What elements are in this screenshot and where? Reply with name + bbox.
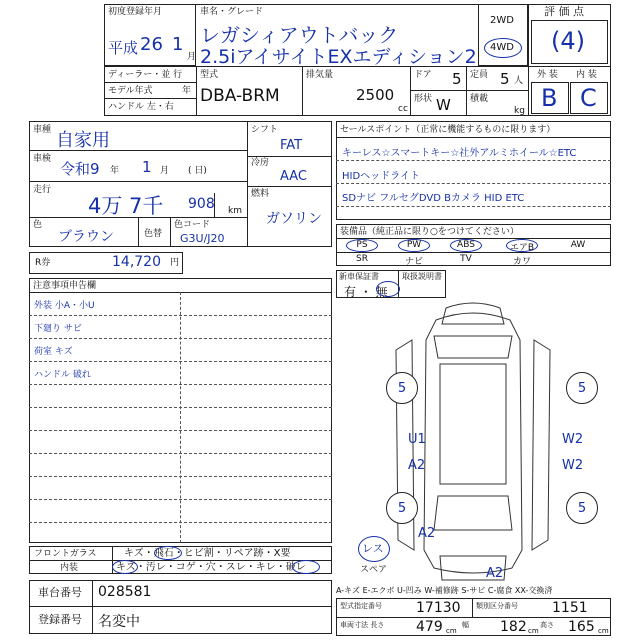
fuel: ガソリン (266, 211, 322, 227)
equipment-circle (398, 239, 430, 252)
ac: AAC (280, 169, 307, 184)
sales-points-label: セールスポイント（正常に機能するものに限ります） (340, 125, 556, 135)
car-name-label: 車名・グレード (200, 7, 264, 17)
color-label: 色 (33, 220, 43, 230)
color-code-label: 色コード (174, 220, 211, 230)
doors: 5 (452, 70, 462, 88)
equipment-circle (450, 239, 482, 252)
manual-label: 取扱説明書 (402, 272, 442, 281)
car-outline (424, 313, 522, 573)
length-unit: cm (446, 627, 457, 635)
sales-point-line: HIDヘッドライト (342, 171, 420, 182)
recycle-amount: 14,720 (112, 254, 161, 270)
damage-mark: U1 (408, 432, 426, 447)
glass-circle (154, 546, 182, 560)
first-reg-era: 平成 (108, 39, 139, 57)
note-line: 外装 小A・小U (34, 301, 95, 311)
warranty-value: 有 ・ 無 (344, 285, 388, 299)
interior-options: キズ・汚レ・コゲ・穴・スレ・キレ・破レ (116, 562, 306, 573)
ac-label: 冷房 (251, 158, 270, 168)
front-glass-options: キズ・飛石・ヒビ割・リペア跡・X要 (124, 548, 291, 559)
notes-label: 注意事項申告欄 (33, 281, 97, 291)
drive-2wd: 2WD (490, 15, 514, 26)
repaint-label: 色替 (144, 229, 163, 239)
type-no: 17130 (416, 600, 461, 616)
mileage-label: 走行 (33, 185, 52, 195)
class-no: 1151 (552, 600, 588, 616)
type-no-label: 型式指定番号 (340, 602, 382, 610)
note-line: 荷室 キズ (34, 347, 73, 357)
equipment-circle (506, 239, 538, 252)
dealer-label: ディーラー・並 行 (108, 70, 183, 80)
equipment-item: AW (570, 240, 586, 250)
car-name: レガシィアウトバック (200, 23, 399, 47)
damage-bubble: 5 (386, 372, 418, 404)
category: 自家用 (56, 130, 110, 151)
first-reg-year: 26 (140, 34, 163, 55)
capacity-label: 定員 (470, 70, 489, 80)
warranty-circle (376, 281, 400, 297)
cc-unit: cc (398, 104, 408, 114)
width: 182 (500, 619, 527, 635)
spare-label: スペア (360, 565, 388, 575)
equipment-item: PS (356, 240, 368, 250)
height: 165 (568, 619, 595, 635)
damage-legend: A-キズ E-エクボ U-凹み W-補修跡 S-サビ C-腐食 XX-交換済 (336, 586, 553, 595)
class-no-label: 類別区分番号 (476, 602, 518, 610)
sales-point-line: キーレス☆スマートキー☆社外アルミホイール☆ETC (342, 148, 577, 159)
first-reg-month: 1 (172, 34, 184, 55)
mileage-main: 4万 7千 (88, 194, 164, 218)
recycle-unit: 円 (170, 258, 180, 268)
inspection-label: 車検 (33, 154, 52, 164)
equipment-item: カワ (512, 257, 531, 267)
height-unit: cm (598, 627, 609, 635)
eval-label: 評 価 点 (544, 5, 584, 18)
equipment-item: SR (356, 254, 368, 264)
warranty-label: 新車保証書 (339, 272, 379, 281)
damage-mark: W2 (562, 458, 584, 473)
equipment-item: ABS (457, 240, 475, 250)
damage-bubble: 5 (386, 492, 418, 524)
shift-label: シフト (251, 125, 279, 135)
note-line: 下廻り サビ (34, 324, 82, 334)
car-grade: 2.5iアイサイトEXエディション2 (200, 46, 477, 68)
interior-grade: C (580, 84, 597, 112)
doors-label: ドア (414, 70, 432, 80)
model-code: DBA-BRM (200, 86, 280, 106)
width-label: 幅 (462, 621, 469, 629)
length: 479 (416, 619, 443, 635)
displacement: 2500 (356, 86, 395, 104)
chassis-number: 028581 (98, 584, 152, 600)
spare-value: レス (362, 542, 384, 555)
reg-number: 名変中 (98, 614, 140, 630)
inspection-year-unit: 年 (110, 166, 120, 176)
damage-bubble: 5 (566, 372, 598, 404)
km-unit: km (228, 206, 242, 216)
shift: FAT (280, 138, 303, 153)
first-reg-label: 初度登録年月 (108, 7, 163, 17)
shape: W (436, 96, 451, 114)
damage-mark: W2 (562, 432, 584, 447)
inspection-month: 1 (142, 158, 152, 176)
fuel-label: 燃料 (251, 189, 270, 199)
load-label: 積載 (470, 94, 489, 104)
damage-mark: A2 (486, 566, 504, 581)
model-year-suffix: 年 (182, 86, 192, 96)
inspection-day: ( 日) (188, 166, 207, 176)
sales-point-line: SDナビ フルセグDVD Bカメラ HID ETC (342, 193, 525, 204)
drive-4wd-circle (484, 38, 522, 58)
type-label: 型式 (200, 70, 219, 80)
interior-label: 内装 (60, 563, 79, 573)
length-label: 車両寸法 長さ (340, 621, 385, 629)
equipment-item: TV (460, 254, 472, 264)
chassis-label: 車台番号 (38, 586, 82, 599)
interior-circle-1 (112, 560, 138, 574)
recycle-label: R券 (35, 258, 51, 268)
inspection-month-unit: 月 (160, 166, 170, 176)
interior-label: 内 装 (576, 70, 597, 80)
reg-label: 登録番号 (38, 613, 82, 626)
capacity-unit: 人 (514, 76, 524, 86)
model-year-label: モデル年式 (108, 86, 153, 96)
equipment-item: エアB (509, 243, 535, 253)
capacity: 5 (500, 70, 510, 88)
kg-unit: kg (514, 106, 525, 116)
mileage-sub: 908 (188, 196, 215, 212)
drive-4wd: 4WD (490, 42, 514, 53)
handle-label: ハンドル 左・右 (108, 102, 174, 112)
equipment-item: ナビ (404, 257, 423, 267)
eval-score: (4) (551, 27, 585, 55)
height-label: 高さ (540, 621, 554, 629)
equipment-circle (346, 239, 378, 252)
interior-circle-2 (292, 560, 320, 574)
color-code: G3U/J20 (180, 232, 225, 245)
damage-mark: A2 (408, 458, 426, 473)
equipment-item: PW (406, 240, 422, 250)
color: ブラウン (58, 229, 114, 245)
note-line: ハンドル 破れ (34, 370, 91, 380)
equipment-label: 装備品（純正品に限り○をつけてください） (340, 227, 519, 237)
damage-mark: A2 (418, 526, 436, 541)
displacement-label: 排気量 (306, 70, 334, 80)
inspection-era: 令和9 (60, 160, 100, 178)
right-side-view (532, 340, 550, 550)
shape-label: 形状 (414, 94, 433, 104)
exterior-label: 外 装 (537, 70, 558, 80)
front-glass-label: フロントガラス (34, 549, 97, 559)
category-label: 車種 (33, 125, 52, 135)
width-unit: cm (528, 627, 539, 635)
first-reg-month-unit: 月 (187, 52, 197, 62)
damage-bubble: 5 (566, 492, 598, 524)
exterior-grade: B (541, 84, 558, 112)
